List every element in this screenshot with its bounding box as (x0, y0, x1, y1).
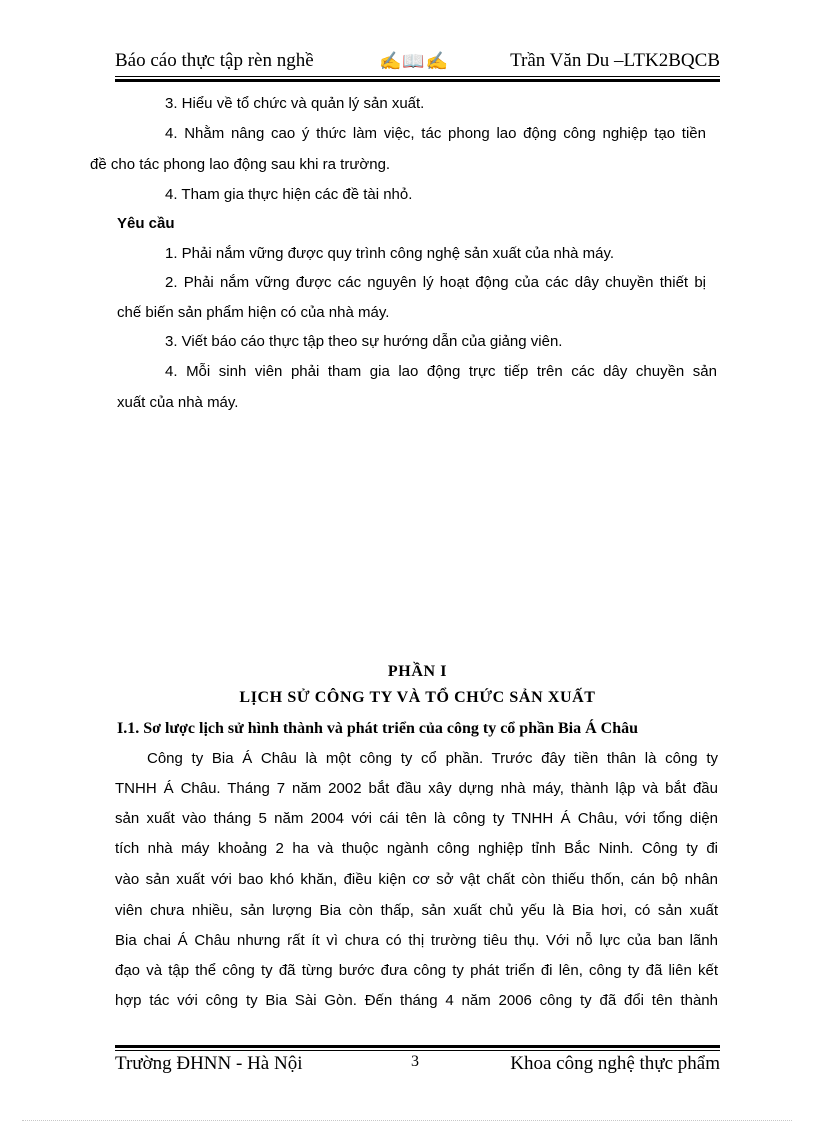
requirement-line: 4. Mỗi sinh viên phải tham gia lao động trực tiếp trên các dây chuyền sản (165, 363, 717, 380)
objective-line: 3. Hiểu về tổ chức và quản lý sản xuất. (165, 95, 425, 112)
footer-faculty: Khoa công nghệ thực phẩm (510, 1053, 720, 1074)
header-author: Trần Văn Du –LTK2BQCB (510, 50, 720, 71)
header-rule-thick (115, 79, 720, 82)
header-ornament-icon: ✍📖✍ (379, 51, 450, 71)
section-heading: I.1. Sơ lược lịch sử hình thành và phát triển của công ty cổ phần Bia Á Châu (117, 720, 639, 737)
requirement-line: chế biến sản phẩm hiện có của nhà máy. (117, 304, 390, 321)
header-rule-thin (115, 76, 720, 77)
header-report-title: Báo cáo thực tập rèn nghề (115, 50, 314, 71)
paragraph-line: TNHH Á Châu. Tháng 7 năm 2002 bắt đầu xây dựng nhà máy, thành lập và bắt đầu (115, 780, 718, 797)
requirements-heading: Yêu cầu (117, 215, 175, 232)
requirement-line: 3. Viết báo cáo thực tập theo sự hướng dẫn của giảng viên. (165, 333, 563, 350)
page-number: 3 (411, 1053, 419, 1070)
paragraph-line: đạo và tập thể công ty đã từng bước đưa công ty phát triển đi lên, công ty đã liên kết (115, 962, 718, 979)
page-footer (115, 1053, 720, 1079)
paragraph-line: hợp tác với công ty Bia Sài Gòn. Đến tháng 4 năm 2006 công ty đã đổi tên thành (115, 992, 718, 1009)
paragraph-line: vào sản xuất với bao khó khăn, điều kiện cơ sở vật chất còn thiếu thốn, cán bộ nhân (115, 871, 718, 888)
requirement-line: xuất của nhà máy. (117, 394, 239, 411)
footer-university: Trường ĐHNN - Hà Nội (115, 1053, 303, 1074)
part-label: PHẦN I (387, 663, 448, 680)
objective-line: đề cho tác phong lao động sau khi ra trường. (90, 156, 391, 173)
requirement-line: 1. Phải nắm vững được quy trình công nghệ sản xuất của nhà máy. (165, 245, 615, 262)
part-title: LỊCH SỬ CÔNG TY VÀ TỔ CHỨC SẢN XUẤT (239, 689, 596, 706)
requirement-line: 2. Phải nắm vững được các nguyên lý hoạt động của các dây chuyền thiết bị (165, 274, 706, 291)
footer-rule-thin (115, 1050, 720, 1051)
footer-rule-thick (115, 1045, 720, 1048)
paragraph-line: Bia chai Á Châu nhưng rất ít vì chưa có thị trường tiêu thụ. Với nỗ lực của ban lãnh (115, 932, 718, 949)
paragraph-line: tích nhà máy khoảng 2 ha và thuộc ngành công nghiệp tỉnh Bắc Ninh. Công ty đi (115, 840, 718, 857)
paragraph-line: sản xuất vào tháng 5 năm 2004 với cái tên là công ty TNHH Á Châu, với tổng diện (115, 810, 718, 827)
paragraph-line: Công ty Bia Á Châu là một công ty cổ phần. Trước đây tiền thân là công ty (147, 750, 718, 767)
paragraph-line: viên chưa nhiều, sản lượng Bia còn thấp, sản xuất chủ yếu là Bia hơi, có sản xuất (115, 902, 718, 919)
objective-line: 4. Tham gia thực hiện các đề tài nhỏ. (165, 186, 413, 203)
objective-line: 4. Nhằm nâng cao ý thức làm việc, tác phong lao động công nghiệp tạo tiền (165, 125, 706, 142)
page-header (115, 50, 720, 76)
page-bottom-dotted-border (22, 1120, 792, 1121)
